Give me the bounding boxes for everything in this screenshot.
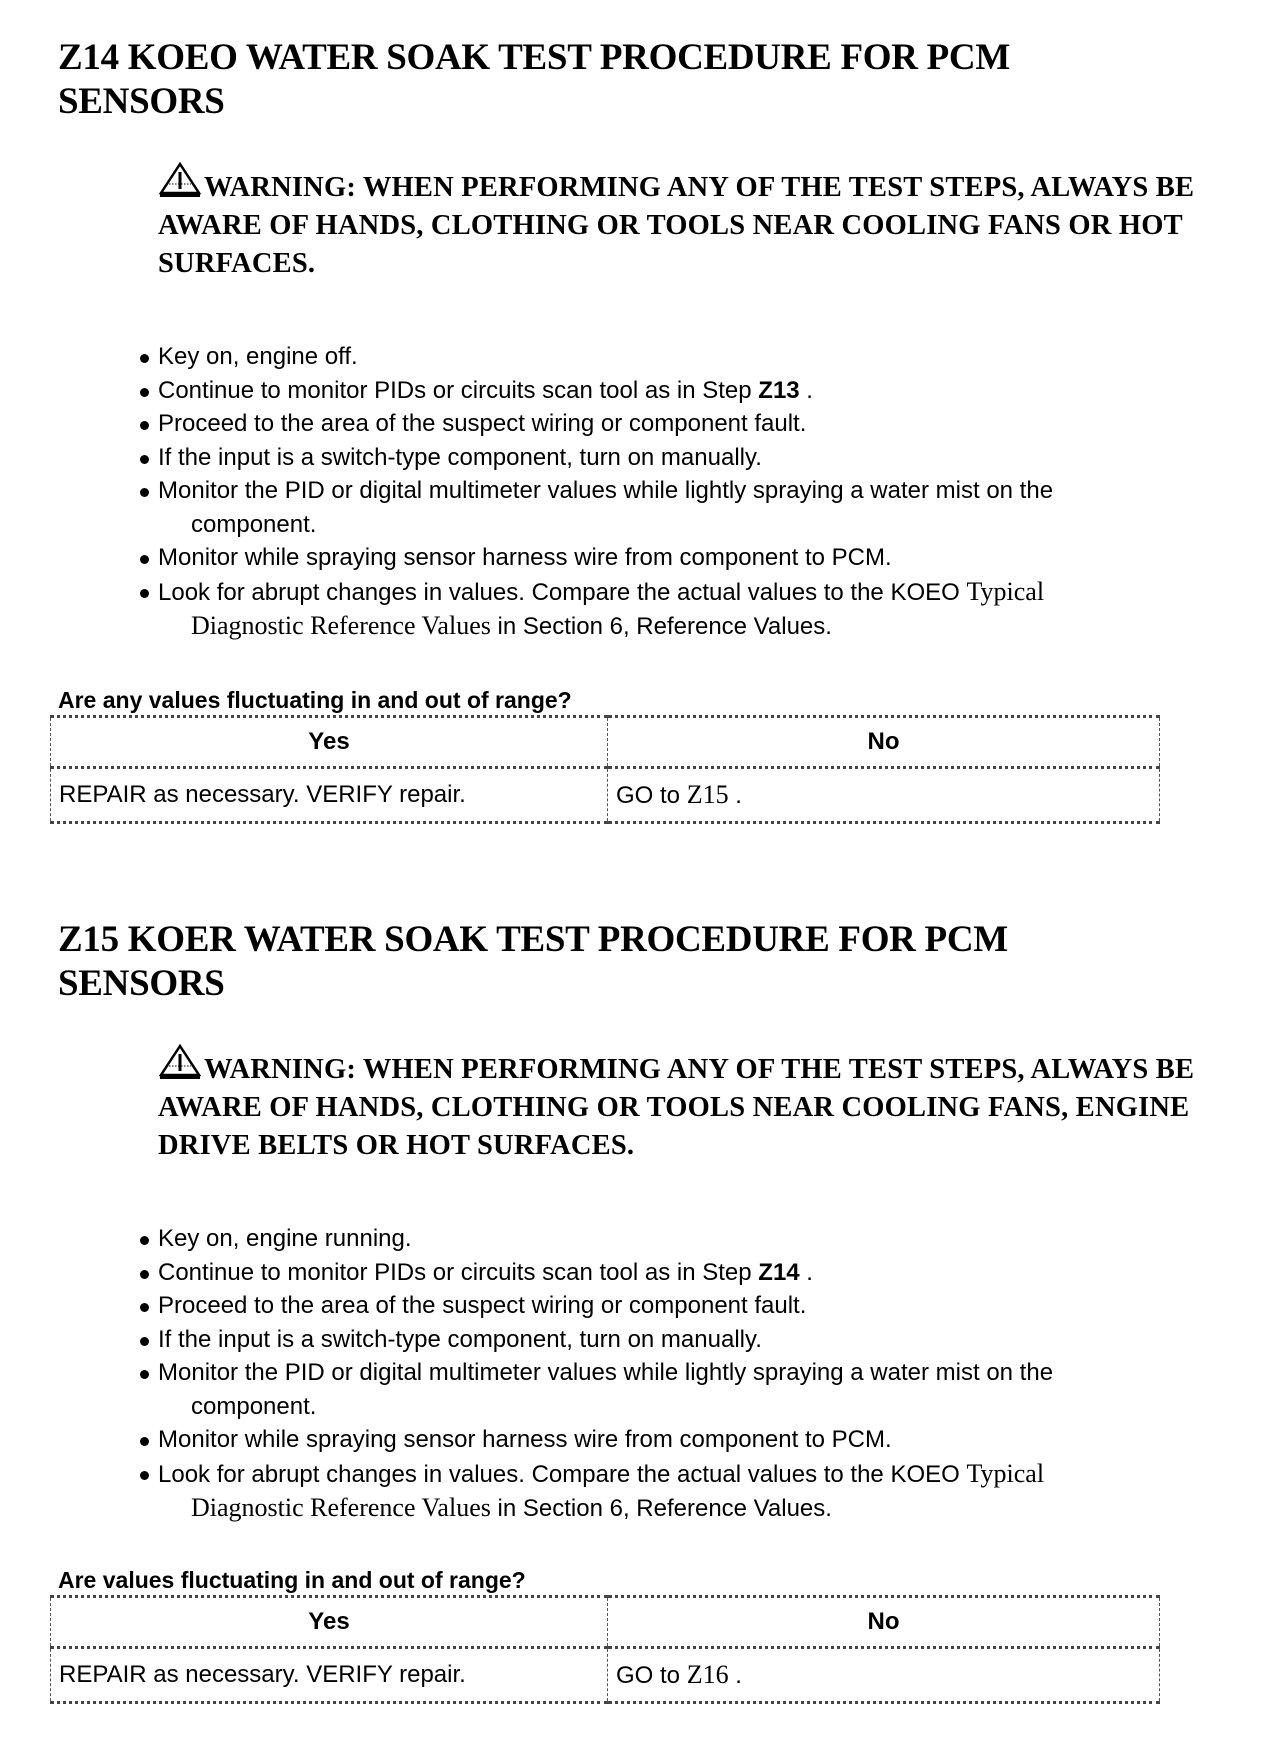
decision-table: [50, 715, 1160, 824]
list-item: If the input is a switch-type component, turn on manually.: [138, 441, 1198, 475]
decision-table: [50, 1595, 1160, 1704]
bullet-icon: [140, 555, 149, 564]
step-reference-link[interactable]: Z14: [758, 1258, 800, 1286]
goto-step-link[interactable]: Z16: [686, 1660, 729, 1689]
bullet-icon: [140, 1270, 149, 1279]
bullet-icon: [140, 455, 149, 464]
reference-link[interactable]: Diagnostic Reference Values: [191, 1493, 491, 1522]
step-list: [138, 1222, 1198, 1526]
list-item: Monitor while spraying sensor harness wire from component to PCM.: [138, 541, 1198, 575]
bullet-icon: [140, 1337, 149, 1346]
question-text: Are any values fluctuating in and out of range?: [58, 687, 572, 713]
list-item: Proceed to the area of the suspect wiring or component fault.: [138, 407, 1198, 441]
bullet-icon: [140, 1471, 149, 1480]
header-no: No: [608, 1597, 1160, 1648]
step-reference-link[interactable]: Z13: [758, 376, 800, 404]
list-item: Continue to monitor PIDs or circuits scan tool as in Step Z13 .: [138, 374, 1198, 408]
no-cell: GO to Z15 .: [608, 768, 1160, 823]
list-item: Key on, engine running.: [138, 1222, 1198, 1256]
bullet-icon: [140, 354, 149, 363]
yes-cell: REPAIR as necessary. VERIFY repair.: [51, 1648, 608, 1703]
list-item: Monitor the PID or digital multimeter values while lightly spraying a water mist on the component.: [138, 1356, 1198, 1423]
bullet-icon: [140, 589, 149, 598]
list-item: Monitor the PID or digital multimeter values while lightly spraying a water mist on the component.: [138, 474, 1198, 541]
list-item: Look for abrupt changes in values. Compare the actual values to the KOEO Typical Diagnostic Reference Values in Section 6, Reference Values.: [138, 575, 1198, 644]
list-item: If the input is a switch-type component, turn on manually.: [138, 1323, 1198, 1357]
question-text: Are values fluctuating in and out of range?: [58, 1567, 526, 1593]
bullet-icon: [140, 1236, 149, 1245]
yes-cell: REPAIR as necessary. VERIFY repair.: [51, 768, 608, 823]
header-yes: Yes: [51, 1597, 608, 1648]
header-no: No: [608, 717, 1160, 768]
list-item: Monitor while spraying sensor harness wire from component to PCM.: [138, 1423, 1198, 1457]
step-list: [138, 340, 1198, 644]
bullet-icon: [140, 421, 149, 430]
table-row: [51, 1648, 1160, 1703]
list-item: Continue to monitor PIDs or circuits scan tool as in Step Z14 .: [138, 1256, 1198, 1290]
bullet-icon: [140, 488, 149, 497]
warning-text: WARNING: WHEN PERFORMING ANY OF THE TEST STEPS, ALWAYS BE AWARE OF HANDS, CLOTHING OR TOOLS NEAR COOLING FANS OR HOT SURFACES.: [158, 172, 1195, 279]
warning-notice: [158, 162, 1208, 283]
bullet-icon: [140, 1303, 149, 1312]
table-row: [51, 768, 1160, 823]
warning-text: WARNING: WHEN PERFORMING ANY OF THE TEST STEPS, ALWAYS BE AWARE OF HANDS, CLOTHING OR TOOLS NEAR COOLING FANS, ENGINE DRIVE BELTS OR HOT SURFACES.: [158, 1054, 1195, 1161]
list-item: Key on, engine off.: [138, 340, 1198, 374]
bullet-icon: [140, 388, 149, 397]
bullet-icon: [140, 1370, 149, 1379]
section-title: Z14 KOEO WATER SOAK TEST PROCEDURE FOR PCM SENSORS: [58, 37, 1010, 122]
list-item: Look for abrupt changes in values. Compare the actual values to the KOEO Typical Diagnostic Reference Values in Section 6, Reference Values.: [138, 1457, 1198, 1526]
list-item: Proceed to the area of the suspect wiring or component fault.: [138, 1289, 1198, 1323]
header-yes: Yes: [51, 717, 608, 768]
warning-notice: [158, 1044, 1208, 1165]
warning-triangle-icon: [158, 162, 202, 198]
warning-triangle-icon: [158, 1044, 202, 1080]
section-title: Z15 KOER WATER SOAK TEST PROCEDURE FOR PCM SENSORS: [58, 919, 1008, 1004]
reference-link[interactable]: Diagnostic Reference Values: [191, 611, 491, 640]
bullet-icon: [140, 1437, 149, 1446]
goto-step-link[interactable]: Z15: [686, 780, 729, 809]
no-cell: GO to Z16 .: [608, 1648, 1160, 1703]
